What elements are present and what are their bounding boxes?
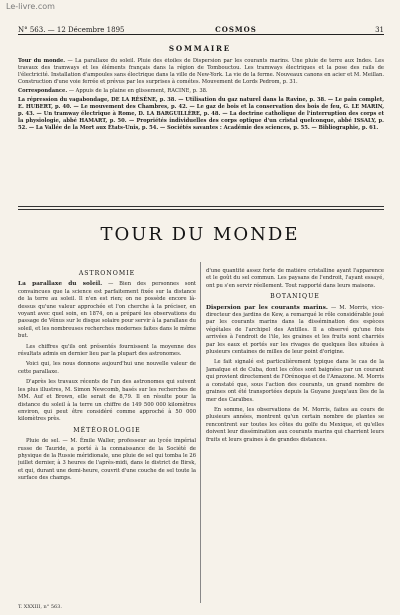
sommaire-tour-lead: Tour du monde. bbox=[18, 58, 66, 64]
page-header bbox=[18, 20, 384, 35]
article-title: Dispersion par les courants marins. bbox=[206, 304, 328, 311]
sommaire-tour-text: — La parallaxe du soleil. Pluie des étoiles de Dispersion par les courants marins. Une pluie de terre aux Indes. Les travaux des tramways et les éléments français dans la région de Tombouctou. Les tramways électriques et la pose des rails de l'électricité. Installation d'ampoules sans électrique dans la ville de New-York. La vie de la ferme. Nouveaux canons en acier et M. Meillan. Construction d'une voie ferrée et prévus par les surprises à cométes. Mouvement de Lords Pedrom, p. 31. bbox=[18, 58, 384, 85]
article-title: La parallaxe du soleil. bbox=[18, 281, 103, 288]
divider-rule-double bbox=[18, 209, 384, 210]
paragraph bbox=[18, 281, 196, 340]
column-divider bbox=[200, 262, 201, 603]
paragraph: D'après les travaux récents de l'un des astronomes qui suivent les plus illustres, M. Simon Newcomb, basés sur les recherches de MM. Auf et Brown, elle serait de 8,79. Il en résulte pour la distance du soleil à la terre un chiffre de 149 500 000 kilomètres environ, qui peut être considéré comme approché à 50 000 kilomètres près. bbox=[18, 379, 196, 423]
right-column bbox=[206, 268, 384, 605]
section-meteorologie: MÉTÉOROLOGIE bbox=[73, 426, 141, 434]
paragraph: Voici qui, les nous donnons aujourd'hui une nouvelle valeur de cette parallaxe. bbox=[18, 361, 196, 375]
left-column bbox=[18, 268, 196, 605]
paragraph: Les chiffres qu'ils ont présentés fournissent la moyenne des résultats admis en dernier lieu par la plupart des astronomes. bbox=[18, 343, 196, 358]
journal-title: COSMOS bbox=[215, 25, 257, 34]
sommaire-tour bbox=[18, 58, 384, 86]
paragraph-text: — M. Morris, vice-directeur des jardins de Kew, a remarqué le rôle considérable joué par les courants marins dans la dissémination des espèces végétales de l'archipel des Antilles. Il a observé qu'une fois arrivées à l'endroit de l'ile, les graines et les fruits sont charriés par les eaux et portés sur les rivages de quelques îles situées à plusieurs centaines de milles de leur point d'origine. bbox=[206, 304, 384, 356]
paragraph: En somme, les observations de M. Morris, faites au cours de plusieurs années, montrent qu'un certain nombre de plantes se rencontrent sur toutes les côtes du golfe du Mexique, et qu'elles doivent leur dissémination aux courants marins qui charrient leurs fruits et leurs graines à de grandes distances. bbox=[206, 406, 384, 443]
paragraph-text: — Bien des personnes sont convaincues que la science est parfaitement fixée sur la distance de la terre au soleil. Il n'en est rien; on ne possède encore là-dessus qu'une valeur approchée et l'on cherche à la préciser, en voyant avec quel soin, en 1874, on a préparé les observations du passage de Vénus sur le disque solaire pour servir à la parallaxe du soleil, et les nombreuses recherches modernes faites dans le même but. bbox=[18, 281, 196, 340]
divider-rule bbox=[18, 206, 384, 207]
section-astronomie: ASTRONOMIE bbox=[78, 270, 136, 277]
sommaire-body bbox=[18, 58, 384, 202]
paragraph: d'une quantité assez forte de matière cristalline ayant l'apparence et le goût du sel commun. Les paysans de l'endroit, l'ayant essayé, ont pu s'en servir réellement. Tout rapporté dans leurs maisons. bbox=[206, 268, 384, 289]
sommaire-articles: La répression du vagabondage, DE LA RÉSÈNE, p. 38. — Utilisation du gaz naturel dans la Ravine, p. 38. — Le pain complet, E. HUBERT, p. 40. — Le mouvement des Chambres, p. 42. — Le gaz de bois et la conservation des bois de feu, G. LE MARIN, p. 43. — Un tramway électrique à Rome, D. LA BARGUILLÈRE, p. 48. — La doctrine catholique de l'interruption des corps et la physiologie, abbé HAMART, p. 50. — Propriétés individuelles des corps optique d'un cristal quelconque, abbé ISSALY, p. 52. — La Vallée de la Mort aux États-Unis, p. 54. — Sociétés savantes : Académie des sciences, p. 55. — Bibliographie, p. 61. bbox=[18, 97, 384, 131]
paragraph: Pluie de sel. — M. Émile Waller, professeur au lycée impérial russe de Tauride, a porté à la connaissance de la Société de physique de la Russie méridionale, une pluie de sel qui tomba le 26 juillet dernier, à 3 heures de l'après-midi, dans le district de Birsk, et qui, durant une demi-heure, couvrit d'une couche de sel toute la surface des champs. bbox=[18, 438, 196, 482]
section-botanique: BOTANIQUE bbox=[270, 293, 320, 301]
watermark: Le-livre.com bbox=[6, 2, 55, 11]
page-number: 31 bbox=[375, 26, 384, 34]
section-title: TOUR DU MONDE bbox=[100, 224, 300, 245]
issue-number: N° 563. — 12 Décembre 1895 bbox=[18, 26, 125, 34]
paragraph bbox=[206, 305, 384, 357]
sommaire-heading: SOMMAIRE bbox=[168, 44, 232, 53]
sommaire-correspondance bbox=[18, 88, 384, 95]
paragraph: Le fait signalé est particulièrement typique dans le cas de la Jamaïque et de Cuba, dont les côtes sont baignées par un courant qui provient directement de l'Orénoque et de l'Amazone. M. Morris a constaté que, sous l'action des courants, un grand nombre de graines ont été transportées depuis la Guyane jusqu'aux îles de la mer des Caraïbes. bbox=[206, 359, 384, 403]
footer-note: T. XXXIII, n° 563. bbox=[18, 604, 63, 610]
sommaire-corr-lead: Correspondance. bbox=[18, 88, 68, 94]
sommaire-corr-text: — Appuis de la plaine en glissement, RACINE, p. 38. bbox=[68, 88, 208, 94]
